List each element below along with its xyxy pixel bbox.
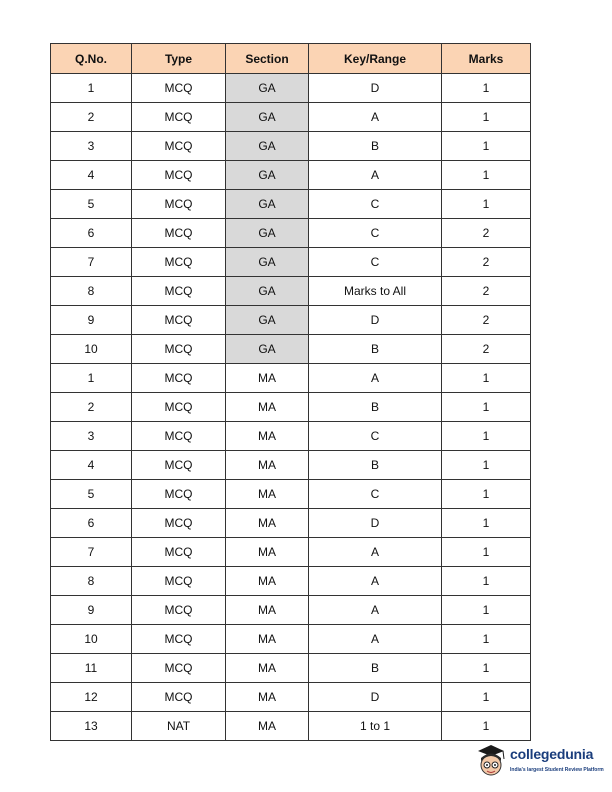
- cell-qno: 5: [51, 190, 132, 219]
- cell-section: GA: [226, 103, 309, 132]
- cell-type: MCQ: [132, 509, 226, 538]
- cell-qno: 6: [51, 509, 132, 538]
- cell-type: MCQ: [132, 335, 226, 364]
- header-key-range: Key/Range: [309, 44, 442, 74]
- cell-type: MCQ: [132, 103, 226, 132]
- cell-qno: 3: [51, 132, 132, 161]
- cell-marks: 1: [442, 596, 531, 625]
- cell-section: GA: [226, 74, 309, 103]
- cell-qno: 11: [51, 654, 132, 683]
- cell-section: MA: [226, 567, 309, 596]
- header-qno: Q.No.: [51, 44, 132, 74]
- cell-type: MCQ: [132, 422, 226, 451]
- cell-section: MA: [226, 393, 309, 422]
- cell-marks: 1: [442, 103, 531, 132]
- cell-marks: 1: [442, 712, 531, 741]
- cell-section: GA: [226, 248, 309, 277]
- cell-qno: 8: [51, 567, 132, 596]
- cell-marks: 1: [442, 74, 531, 103]
- table-row: [51, 335, 531, 364]
- cell-type: MCQ: [132, 393, 226, 422]
- table-row: [51, 567, 531, 596]
- cell-type: MCQ: [132, 683, 226, 712]
- cell-type: MCQ: [132, 161, 226, 190]
- cell-qno: 2: [51, 103, 132, 132]
- cell-key: A: [309, 538, 442, 567]
- cell-key: 1 to 1: [309, 712, 442, 741]
- cell-qno: 8: [51, 277, 132, 306]
- table-row: [51, 596, 531, 625]
- cell-key: C: [309, 190, 442, 219]
- table-row: [51, 451, 531, 480]
- cell-marks: 1: [442, 538, 531, 567]
- cell-qno: 4: [51, 161, 132, 190]
- cell-section: MA: [226, 480, 309, 509]
- cell-qno: 4: [51, 451, 132, 480]
- cell-qno: 5: [51, 480, 132, 509]
- cell-qno: 10: [51, 625, 132, 654]
- brand-name: collegedunia: [510, 746, 594, 762]
- cell-qno: 7: [51, 538, 132, 567]
- cell-key: A: [309, 596, 442, 625]
- cell-marks: 1: [442, 683, 531, 712]
- cell-type: MCQ: [132, 277, 226, 306]
- cell-qno: 10: [51, 335, 132, 364]
- cell-key: C: [309, 480, 442, 509]
- cell-marks: 1: [442, 161, 531, 190]
- header-section: Section: [226, 44, 309, 74]
- table-row: [51, 683, 531, 712]
- cell-section: MA: [226, 596, 309, 625]
- cell-type: NAT: [132, 712, 226, 741]
- cell-section: MA: [226, 451, 309, 480]
- cell-type: MCQ: [132, 364, 226, 393]
- cell-type: MCQ: [132, 480, 226, 509]
- cell-marks: 1: [442, 393, 531, 422]
- table-row: [51, 654, 531, 683]
- table-row: [51, 422, 531, 451]
- cell-qno: 13: [51, 712, 132, 741]
- cell-section: MA: [226, 654, 309, 683]
- cell-type: MCQ: [132, 596, 226, 625]
- cell-key: Marks to All: [309, 277, 442, 306]
- table-row: [51, 132, 531, 161]
- cell-key: B: [309, 393, 442, 422]
- header-type: Type: [132, 44, 226, 74]
- cell-type: MCQ: [132, 190, 226, 219]
- cell-qno: 2: [51, 393, 132, 422]
- cell-marks: 2: [442, 219, 531, 248]
- cell-qno: 1: [51, 74, 132, 103]
- cell-section: MA: [226, 538, 309, 567]
- cell-section: GA: [226, 161, 309, 190]
- answer-key-table: [50, 43, 531, 741]
- cell-marks: 1: [442, 190, 531, 219]
- cell-type: MCQ: [132, 132, 226, 161]
- cell-section: GA: [226, 219, 309, 248]
- cell-marks: 1: [442, 625, 531, 654]
- cell-key: A: [309, 103, 442, 132]
- table-row: [51, 219, 531, 248]
- cell-key: C: [309, 248, 442, 277]
- table-row: [51, 306, 531, 335]
- cell-marks: 2: [442, 277, 531, 306]
- cell-type: MCQ: [132, 306, 226, 335]
- cell-marks: 2: [442, 335, 531, 364]
- cell-key: D: [309, 306, 442, 335]
- collegedunia-logo: [474, 741, 608, 787]
- table-row: [51, 712, 531, 741]
- table-row: [51, 277, 531, 306]
- cell-section: MA: [226, 683, 309, 712]
- table-row: [51, 248, 531, 277]
- cell-marks: 1: [442, 422, 531, 451]
- cell-marks: 1: [442, 654, 531, 683]
- cell-qno: 7: [51, 248, 132, 277]
- cell-marks: 1: [442, 132, 531, 161]
- cell-key: A: [309, 364, 442, 393]
- cell-key: D: [309, 683, 442, 712]
- cell-qno: 6: [51, 219, 132, 248]
- cell-qno: 12: [51, 683, 132, 712]
- table-row: [51, 190, 531, 219]
- cell-marks: 1: [442, 509, 531, 538]
- cell-type: MCQ: [132, 248, 226, 277]
- table-row: [51, 538, 531, 567]
- cell-key: D: [309, 509, 442, 538]
- cell-qno: 3: [51, 422, 132, 451]
- cell-qno: 9: [51, 306, 132, 335]
- cell-key: B: [309, 451, 442, 480]
- graduate-mascot-icon: [474, 741, 508, 781]
- cell-key: C: [309, 219, 442, 248]
- cell-type: MCQ: [132, 451, 226, 480]
- cell-key: A: [309, 161, 442, 190]
- table-row: [51, 74, 531, 103]
- cell-section: MA: [226, 625, 309, 654]
- brand-tagline: India's largest Student Review Platform: [510, 767, 604, 773]
- table-row: [51, 625, 531, 654]
- table-body: [51, 74, 531, 741]
- table-row: [51, 103, 531, 132]
- cell-marks: 1: [442, 480, 531, 509]
- table-row: [51, 364, 531, 393]
- cell-key: B: [309, 132, 442, 161]
- cell-qno: 1: [51, 364, 132, 393]
- cell-type: MCQ: [132, 538, 226, 567]
- cell-type: MCQ: [132, 219, 226, 248]
- cell-section: MA: [226, 509, 309, 538]
- cell-marks: 2: [442, 306, 531, 335]
- cell-key: C: [309, 422, 442, 451]
- cell-section: MA: [226, 364, 309, 393]
- cell-section: GA: [226, 190, 309, 219]
- cell-type: MCQ: [132, 74, 226, 103]
- cell-key: D: [309, 74, 442, 103]
- cell-key: B: [309, 654, 442, 683]
- cell-section: GA: [226, 132, 309, 161]
- cell-key: A: [309, 567, 442, 596]
- cell-section: GA: [226, 306, 309, 335]
- cell-key: B: [309, 335, 442, 364]
- cell-marks: 1: [442, 364, 531, 393]
- cell-marks: 1: [442, 451, 531, 480]
- cell-section: MA: [226, 422, 309, 451]
- table-row: [51, 480, 531, 509]
- table-row: [51, 161, 531, 190]
- cell-section: GA: [226, 277, 309, 306]
- cell-type: MCQ: [132, 567, 226, 596]
- cell-section: GA: [226, 335, 309, 364]
- cell-section: MA: [226, 712, 309, 741]
- table-row: [51, 509, 531, 538]
- table-header-row: [51, 44, 531, 74]
- cell-type: MCQ: [132, 625, 226, 654]
- cell-key: A: [309, 625, 442, 654]
- cell-type: MCQ: [132, 654, 226, 683]
- header-marks: Marks: [442, 44, 531, 74]
- table-row: [51, 393, 531, 422]
- cell-marks: 1: [442, 567, 531, 596]
- cell-qno: 9: [51, 596, 132, 625]
- cell-marks: 2: [442, 248, 531, 277]
